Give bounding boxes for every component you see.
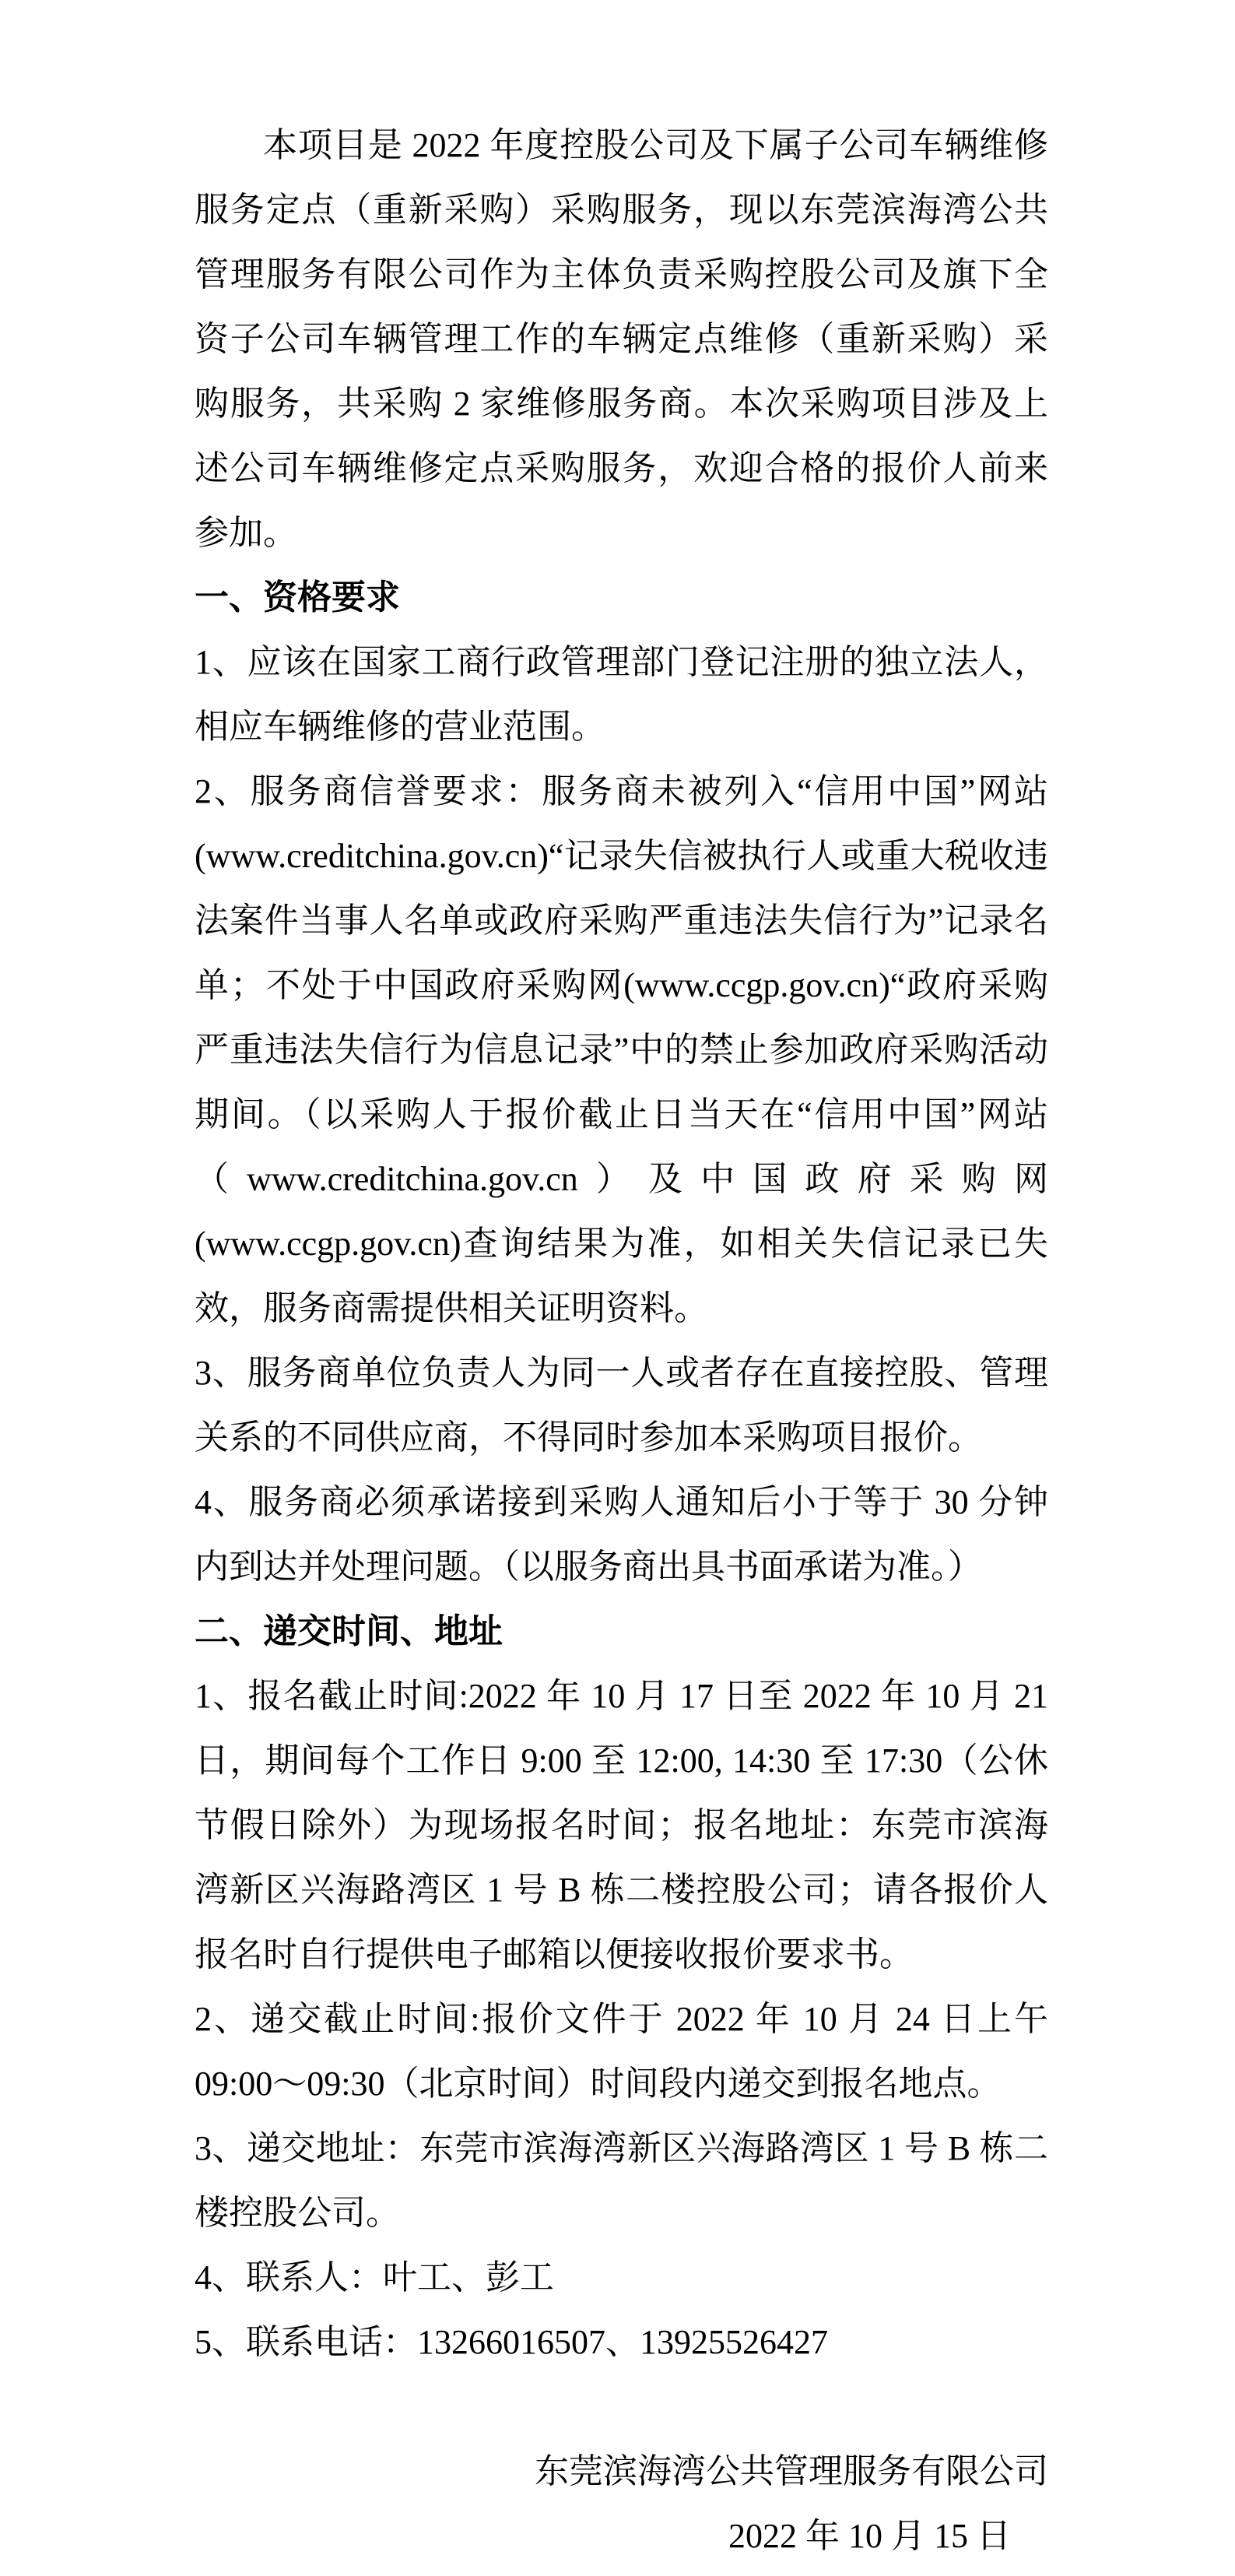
submission-item-5: 5、联系电话：13266016507、13925526427 xyxy=(195,2323,828,2361)
submission-item-1: 1、报名截止时间:2022 年 10 月 17 日至 2022 年 10 月 21 日，期间每个工作日 9:00 至 12:00, 14:30 至 17:30（公休节假日除外）为现场报名时间；报名地址：东莞市滨海湾新区兴海路湾区 1 号 B 栋二楼控股公司；请各报价人报名时自行提供电子邮箱以便接收报价要求书。 xyxy=(195,1677,1048,1973)
signature-block xyxy=(195,2439,1048,2568)
intro-paragraph: 本项目是 2022 年度控股公司及下属子公司车辆维修服务定点（重新采购）采购服务，现以东莞滨海湾公共管理服务有限公司作为主体负责采购控股公司及旗下全资子公司车辆管理工作的车辆定点维修（重新采购）采购服务，共采购 2 家维修服务商。本次采购项目涉及上述公司车辆维修定点采购服务，欢迎合格的报价人前来参加。 xyxy=(195,126,1048,552)
signature-date: 2022 年 10 月 15 日 xyxy=(728,2517,1011,2555)
section-heading-qualifications: 一、资格要求 xyxy=(195,578,400,617)
section-heading-submission: 二、递交时间、地址 xyxy=(195,1612,503,1650)
qualification-item-1: 1、应该在国家工商行政管理部门登记注册的独立法人，相应车辆维修的营业范围。 xyxy=(195,643,1048,746)
submission-item-4: 4、联系人：叶工、彭工 xyxy=(195,2258,554,2297)
qualification-item-2: 2、服务商信誉要求：服务商未被列入“信用中国”网站(www.creditchina.gov.cn)“记录失信被执行人或重大税收违法案件当事人名单或政府采购严重违法失信行为”记录名单；不处于中国政府采购网(www.ccgp.gov.cn)“政府采购严重违法失信行为信息记录”中的禁止参加政府采购活动期间。（以采购人于报价截止日当天在“信用中国”网站（www.creditchina.gov.cn）及中国政府采购网(www.ccgp.gov.cn)查询结果为准，如相关失信记录已失效，服务商需提供相关证明资料。 xyxy=(195,772,1048,1327)
submission-item-2: 2、递交截止时间:报价文件于 2022 年 10 月 24 日上午09:00～09:30（北京时间）时间段内递交到报名地点。 xyxy=(195,2000,1048,2103)
qualification-item-3: 3、服务商单位负责人为同一人或者存在直接控股、管理关系的不同供应商，不得同时参加本采购项目报价。 xyxy=(195,1354,1048,1457)
submission-item-3: 3、递交地址：东莞市滨海湾新区兴海路湾区 1 号 B 栋二楼控股公司。 xyxy=(195,2129,1048,2232)
document-body xyxy=(195,113,1048,2568)
signature-company: 东莞滨海湾公共管理服务有限公司 xyxy=(535,2452,1048,2490)
qualification-item-4: 4、服务商必须承诺接到采购人通知后小于等于 30 分钟内到达并处理问题。（以服务商出具书面承诺为准。） xyxy=(195,1483,1048,1586)
